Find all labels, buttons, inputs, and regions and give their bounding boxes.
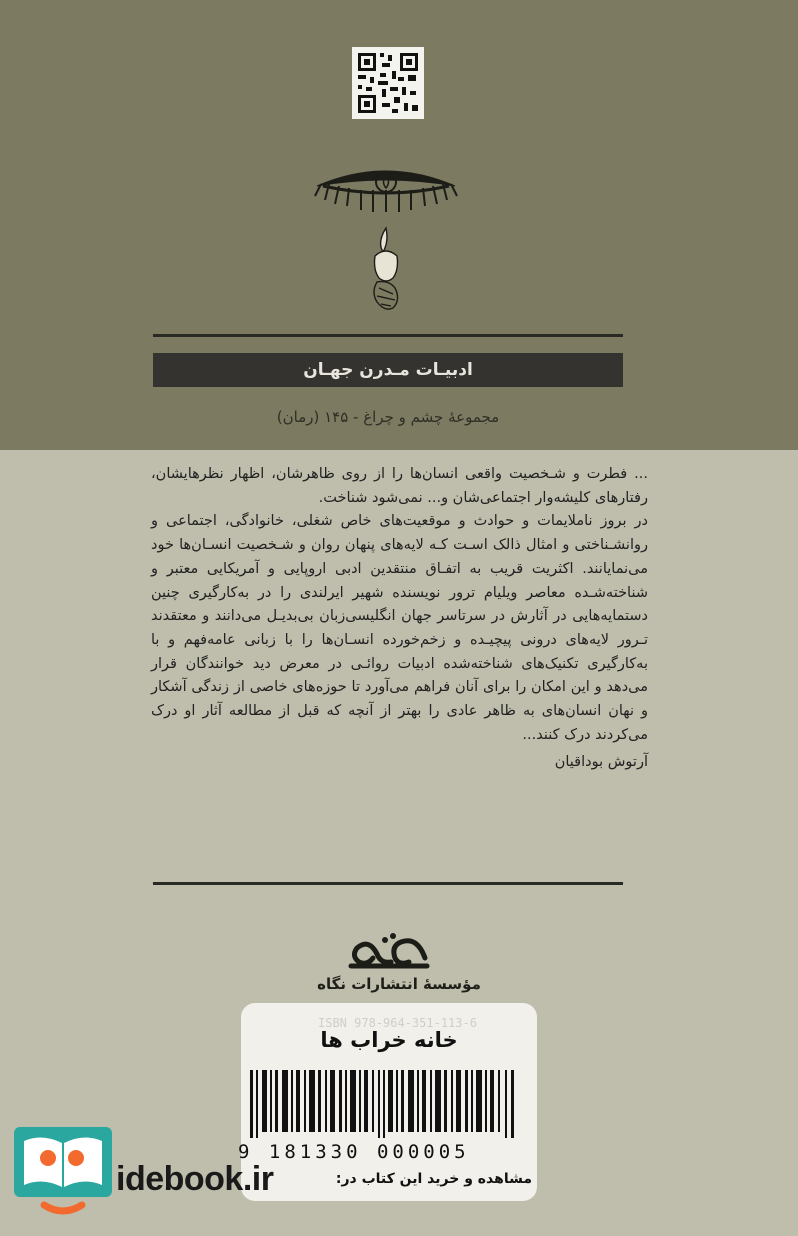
- collection-label: مجموعهٔ چشم و چراغ - ۱۴۵ (رمان): [276, 408, 500, 426]
- cover-top-panel: [0, 0, 798, 450]
- series-title: ادبیـات مـدرن جهـان: [153, 353, 623, 387]
- open-book-icon: [10, 1125, 116, 1225]
- eye-tear-icon: [313, 160, 459, 320]
- publisher-name: مؤسسهٔ انتشارات نگاه: [317, 975, 481, 993]
- top-divider: [153, 334, 623, 337]
- brand-text: idebook.ir: [116, 1160, 274, 1198]
- barcode-digits: 9 181330 000005: [238, 1141, 470, 1163]
- blurb-author: آرتوش بوداقیان: [554, 754, 648, 771]
- blurb-paragraph: ... فطرت و شـخصیت واقعی انسان‌ها را از روی ظاهرشان، اظهار نظرهایشان، رفتارهای کلیشه‌وار اجتماعی‌شان و... نمی‌شود شناخت.: [151, 466, 648, 506]
- isbn-faint: ISBN 978-964-351-113-6: [318, 1016, 477, 1030]
- book-title: خانه خراب ها: [320, 1028, 458, 1052]
- negah-logo-icon: [347, 928, 431, 974]
- qr-code-icon: [352, 47, 424, 119]
- blurb-text: [151, 463, 648, 775]
- buy-label: مشاهده و خرید این کتاب در:: [335, 1171, 532, 1187]
- blurb-paragraph: در بروز ناملایمات و حوادث و موقعیت‌های خاص شغلی، خانوادگی، اجتماعی و روانشـناختی و امثال ذالک اسـت کـه لایه‌های پنهان روان و شـخصیت انسـان‌ها خود می‌نمایانند. اکثریت قریب به اتفـاق منتقدین ادبی اروپایی و آمریکایی معتبر و شناخته‌شـده معاصر ویلیام ترور نویسنده شهیر ایرلندی را در به‌کارگیری چنین دستمایه‌هایی در آثارش در سرتاسر جهان انگلیسی‌زبان بی‌بدیـل می‌دانند و معتقدند تـرور لایه‌های درونی پیچیـده و زخم‌خورده انسـان‌ها را با زبانی عامه‌فهم و با به‌کارگیری تکنیک‌های شناخته‌شده ادبیات روائـی در معرض دید خوانندگان قرار می‌دهد و این امکان را برای آنان فراهم می‌آورد تا حوزه‌های خاصی از زندگی آشکار و نهان انسان‌های به ظاهر عادی را بهتر از آنچه که قبل از مطالعه آثار او درک می‌کردند درک کنند...: [151, 513, 648, 743]
- barcode-icon: [250, 1070, 518, 1138]
- bottom-divider: [153, 882, 623, 885]
